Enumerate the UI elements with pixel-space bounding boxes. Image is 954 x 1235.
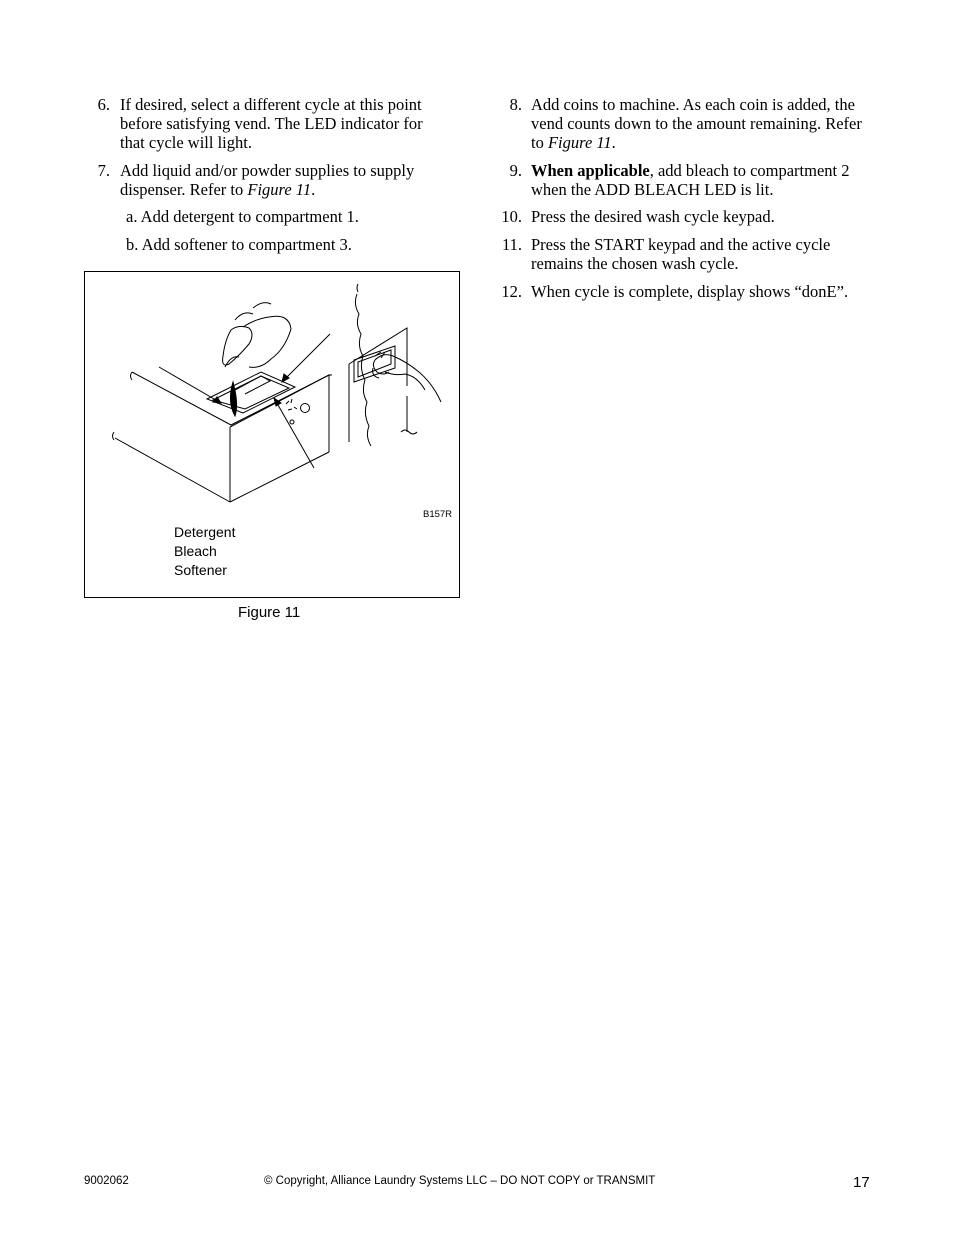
step-8-text [531, 95, 873, 152]
legend-bleach: Bleach [174, 543, 217, 559]
step-9-number: 9. [509, 161, 522, 180]
step-7-figure-ref: Figure 11 [247, 180, 312, 199]
step-10-number: 10. [501, 207, 522, 226]
footer-doc-number: 9002062 [84, 1175, 129, 1187]
step-9-text-main: , add bleach to compartment 2 when the ADD BLEACH LED is lit. [531, 161, 850, 199]
step-12-number: 12. [501, 282, 522, 301]
legend-softener: Softener [174, 562, 227, 578]
step-8-text-end: . [611, 133, 616, 152]
footer-page-number: 17 [853, 1174, 870, 1191]
step-7-text [120, 161, 440, 199]
step-6-number: 6. [97, 95, 110, 114]
figure-caption: Figure 11 [238, 604, 301, 621]
step-10-text: Press the desired wash cycle keypad. [531, 207, 775, 226]
step-10 [496, 207, 876, 227]
step-7 [84, 161, 454, 201]
dispenser-illustration [85, 272, 459, 597]
figure-11-box [84, 271, 460, 598]
step-8-text-main: Add coins to machine. As each coin is added, the vend counts down to the amount remaining. Refer to [531, 95, 862, 152]
step-8 [496, 95, 876, 155]
footer-copyright: © Copyright, Alliance Laundry Systems LLC – DO NOT COPY or TRANSMIT [264, 1175, 656, 1187]
step-6 [84, 95, 454, 155]
step-7-number: 7. [97, 161, 110, 180]
step-8-number: 8. [509, 95, 522, 114]
step-9-bold: When applicable [531, 161, 650, 180]
step-7a: a. Add detergent to compartment 1. [126, 207, 359, 226]
step-9-text [531, 161, 873, 199]
step-7-text-main: Add liquid and/or powder supplies to supply dispenser. Refer to [120, 161, 415, 199]
step-11-number: 11. [501, 235, 522, 254]
step-11 [496, 235, 876, 275]
step-9 [496, 161, 876, 201]
step-6-text: If desired, select a different cycle at this point before satisfying vend. The LED indicator for that cycle will light. [120, 95, 423, 152]
legend-detergent: Detergent [174, 524, 236, 540]
step-8-figure-ref: Figure 11 [547, 133, 612, 152]
step-7-text-end: . [311, 180, 316, 199]
step-12 [496, 282, 876, 302]
step-12-text: When cycle is complete, display shows “donE”. [531, 282, 849, 301]
figure-code: B157R [423, 509, 453, 520]
step-11-text: Press the START keypad and the active cycle remains the chosen wash cycle. [531, 235, 831, 273]
step-7b: b. Add softener to compartment 3. [126, 235, 352, 254]
